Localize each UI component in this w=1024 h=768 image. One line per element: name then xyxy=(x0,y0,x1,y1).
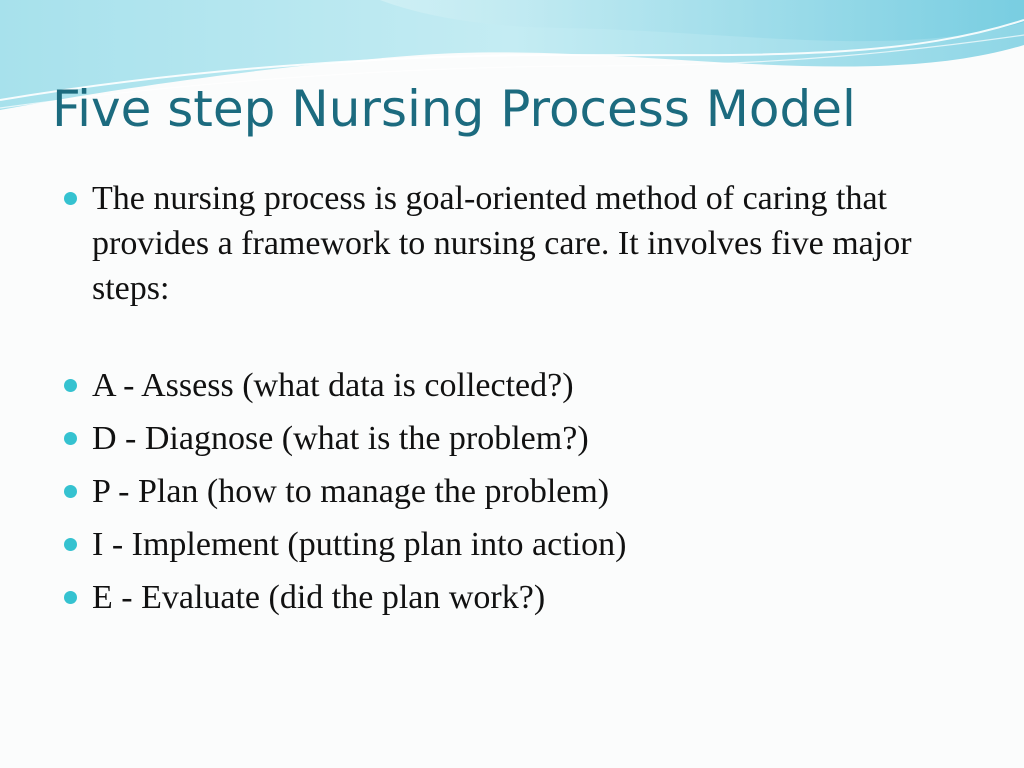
list-item xyxy=(62,575,982,620)
list-item xyxy=(62,416,982,461)
step-plan: P - Plan (how to manage the problem) xyxy=(92,473,610,510)
step-evaluate: E - Evaluate (did the plan work?) xyxy=(92,579,546,616)
step-diagnose: D - Diagnose (what is the problem?) xyxy=(92,420,589,457)
slide-title: Five step Nursing Process Model xyxy=(52,80,856,138)
bullet-icon xyxy=(64,591,77,604)
list-item xyxy=(62,176,982,311)
bullet-icon xyxy=(64,379,77,392)
step-implement: I - Implement (putting plan into action) xyxy=(92,526,627,563)
list-item xyxy=(62,363,982,408)
bullet-icon xyxy=(64,538,77,551)
step-assess: A - Assess (what data is collected?) xyxy=(92,367,574,404)
bullet-icon xyxy=(64,485,77,498)
bullet-icon xyxy=(64,432,77,445)
list-item xyxy=(62,522,982,567)
bullet-icon xyxy=(64,192,77,205)
intro-text: The nursing process is goal-oriented method of caring that provides a framework to nursing care. It involves five major steps: xyxy=(92,180,912,307)
bullet-list xyxy=(62,176,982,628)
list-item xyxy=(62,469,982,514)
